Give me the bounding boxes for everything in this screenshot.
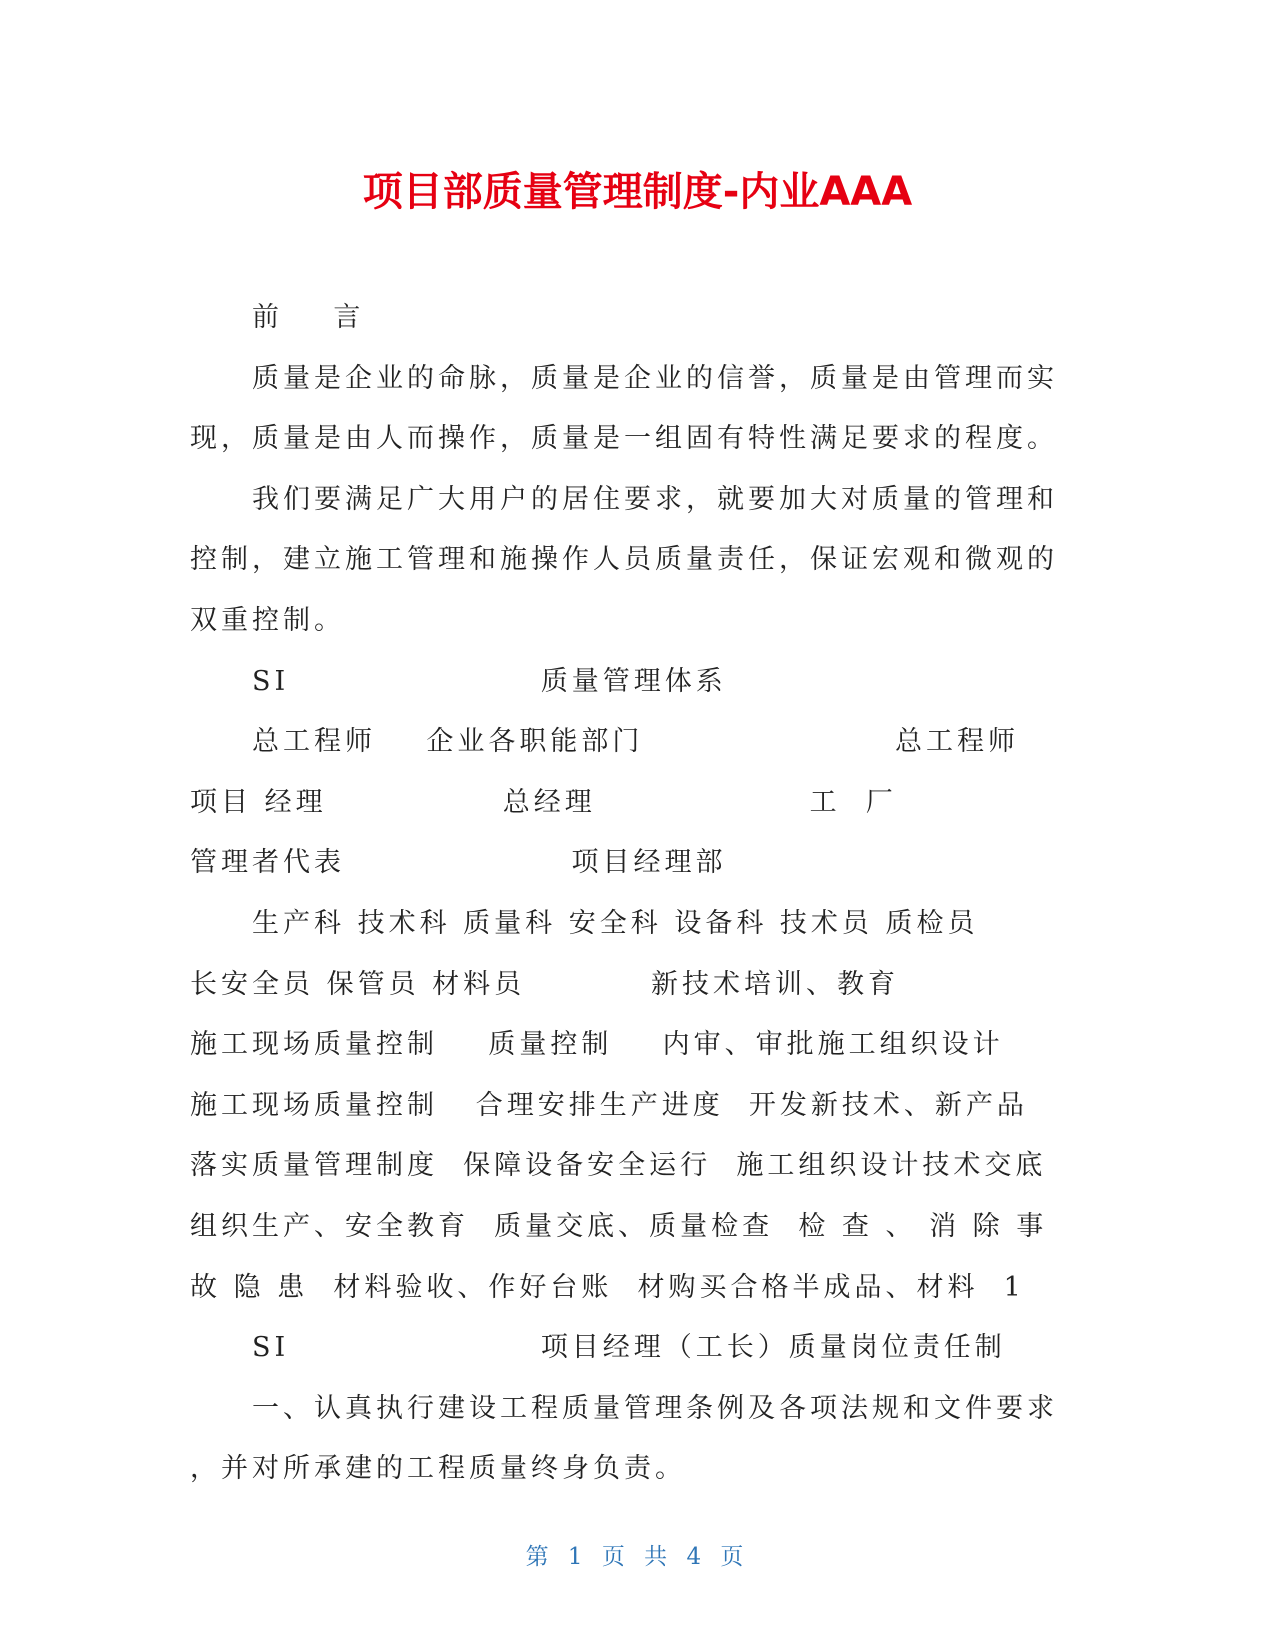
section-heading: SI 质量管理体系 bbox=[252, 665, 727, 697]
org-chart-line: 项目 经理 总经理 工 厂 bbox=[190, 786, 897, 818]
section-heading: SI 项目经理（工长）质量岗位责任制 bbox=[252, 1332, 1006, 1364]
paragraph-line: 控制，建立施工管理和施操作人员质量责任，保证宏观和微观的 bbox=[190, 544, 1058, 576]
paragraph-line: 双重控制。 bbox=[190, 604, 345, 636]
org-chart-line: 落实质量管理制度 保障设备安全运行 施工组织设计技术交底 bbox=[190, 1150, 1047, 1182]
preface-heading: 前 言 bbox=[252, 302, 365, 333]
org-chart-line: 组织生产、安全教育 质量交底、质量检查 检 查 、 消 除 事 bbox=[190, 1210, 1048, 1242]
org-chart-line: 故 隐 患 材料验收、作好台账 材购买合格半成品、材料 1 bbox=[190, 1271, 1025, 1303]
paragraph-line: ，并对所承建的工程质量终身负责。 bbox=[190, 1453, 686, 1485]
paragraph-line: 质量是企业的命脉，质量是企业的信誉，质量是由管理而实 bbox=[252, 362, 1058, 394]
org-chart-line: 长安全员 保管员 材料员 新技术培训、教育 bbox=[190, 968, 899, 1000]
paragraph-line: 一、认真执行建设工程质量管理条例及各项法规和文件要求 bbox=[252, 1392, 1058, 1424]
org-chart-line: 生产科 技术科 质量科 安全科 设备科 技术员 质检员 bbox=[252, 907, 979, 939]
org-chart-line: 施工现场质量控制 质量控制 内审、审批施工组织设计 bbox=[190, 1029, 1004, 1061]
org-chart-line: 总工程师 企业各职能部门 总工程师 bbox=[252, 726, 1019, 758]
document-title: 项目部质量管理制度-内业AAA bbox=[362, 169, 913, 215]
paragraph-line: 现，质量是由人而操作，质量是一组固有特性满足要求的程度。 bbox=[190, 423, 1058, 455]
paragraph-line: 我们要满足广大用户的居住要求，就要加大对质量的管理和 bbox=[252, 483, 1058, 515]
page-number-footer: 第 1 页 共 4 页 bbox=[525, 1544, 750, 1570]
document-body bbox=[190, 298, 1090, 1510]
org-chart-line: 施工现场质量控制 合理安排生产进度 开发新技术、新产品 bbox=[190, 1089, 1028, 1121]
org-chart-line: 管理者代表 项目经理部 bbox=[190, 847, 727, 879]
